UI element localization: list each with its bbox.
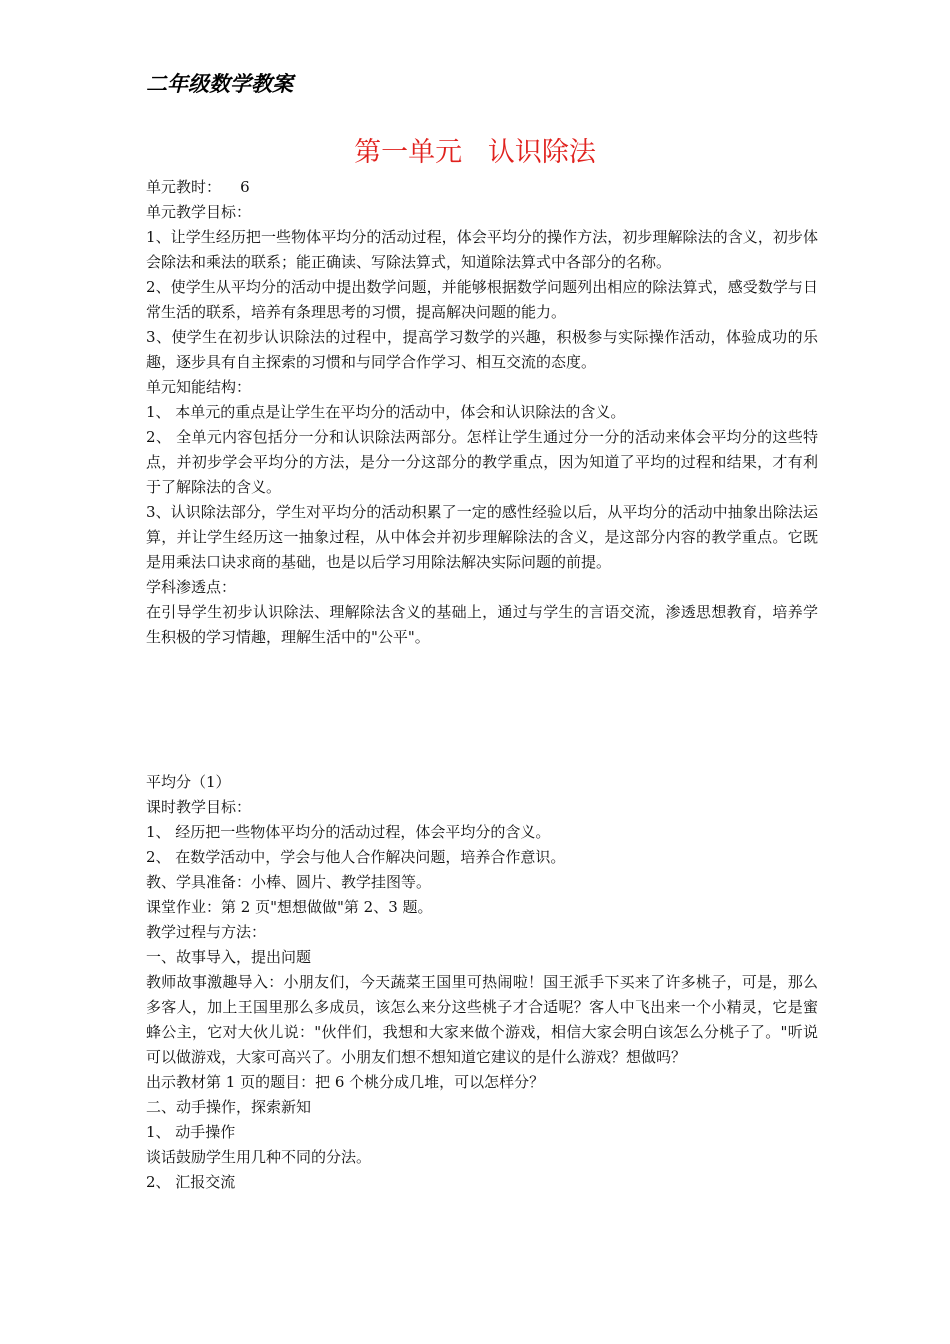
sub1-text: 谈话鼓励学生用几种不同的分法。 — [146, 1148, 372, 1166]
lesson-plan — [146, 770, 818, 1195]
lesson-materials: 教、学具准备：小棒、圆片、教学挂图等。 — [146, 873, 432, 891]
unit-objective-1: 1、让学生经历把一些物体平均分的活动过程，体会平均分的操作方法，初步理解除法的含义，初步体会除法和乘法的联系；能正确读、写除法算式，知道除法算式中各部分的名称。 — [146, 228, 818, 271]
document-header: 二年级数学教案 — [146, 72, 293, 96]
unit-objective-3: 3、使学生在初步认识除法的过程中，提高学习数学的兴趣，积极参与实际操作活动，体验成功的乐趣，逐步具有自主探索的习惯和与同学合作学习、相互交流的态度。 — [146, 328, 818, 371]
sub2-title: 2、 汇报交流 — [146, 1173, 236, 1191]
lesson-homework: 课堂作业：第 2 页"想想做做"第 2、3 题。 — [146, 898, 433, 916]
unit-overview — [146, 175, 818, 650]
step1-title: 一、故事导入，提出问题 — [146, 948, 312, 966]
lesson-objective-2: 2、 在数学活动中，学会与他人合作解决问题，培养合作意识。 — [146, 848, 566, 866]
penetration-text: 在引导学生初步认识除法、理解除法含义的基础上，通过与学生的言语交流，渗透思想教育，培养学生积极的学习情趣，理解生活中的"公平"。 — [146, 603, 818, 646]
unit-hours: 单元教时： 6 — [146, 178, 250, 196]
lesson-process-label: 教学过程与方法： — [146, 923, 267, 941]
lesson-objective-1: 1、 经历把一些物体平均分的活动过程，体会平均分的含义。 — [146, 823, 551, 841]
lesson-objectives-label: 课时教学目标： — [146, 798, 252, 816]
penetration-label: 学科渗透点： — [146, 578, 237, 596]
unit-structure-1: 1、 本单元的重点是让学生在平均分的活动中，体会和认识除法的含义。 — [146, 403, 626, 421]
unit-title: 第一单元 认识除法 — [354, 137, 596, 168]
story-text: 教师故事激趣导入：小朋友们，今天蔬菜王国里可热闹啦！国王派手下买来了许多桃子，可是，那么多客人，加上王国里那么多成员，该怎么来分这些桃子才合适呢？客人中飞出来一个小精灵，它是蜜蜂公主，它对大伙儿说："伙伴们，我想和大家来做个游戏，相信大家会明白该怎么分桃子了。"听说可以做游戏，大家可高兴了。小朋友们想不想知道它建议的是什么游戏？想做吗？ — [146, 973, 818, 1066]
unit-structure-2: 2、 全单元内容包括分一分和认识除法两部分。怎样让学生通过分一分的活动来体会平均分的这些特点，并初步学会平均分的方法，是分一分这部分的教学重点，因为知道了平均的过程和结果，才有利于了解除法的含义。 — [146, 428, 818, 496]
step2-title: 二、动手操作，探索新知 — [146, 1098, 312, 1116]
unit-structure-3: 3、认识除法部分，学生对平均分的活动积累了一定的感性经验以后，从平均分的活动中抽象出除法运算，并让学生经历这一抽象过程，从中体会并初步理解除法的含义，是这部分内容的教学重点。它既是用乘法口诀求商的基础，也是以后学习用除法解决实际问题的前提。 — [146, 503, 818, 571]
unit-objective-2: 2、使学生从平均分的活动中提出数学问题，并能够根据数学问题列出相应的除法算式，感受数学与日常生活的联系，培养有条理思考的习惯，提高解决问题的能力。 — [146, 278, 818, 321]
unit-structure-label: 单元知能结构： — [146, 378, 252, 396]
lesson-title: 平均分（1） — [146, 773, 231, 791]
sub1-title: 1、 动手操作 — [146, 1123, 236, 1141]
unit-objectives-label: 单元教学目标： — [146, 203, 252, 221]
question-text: 出示教材第 1 页的题目：把 6 个桃分成几堆，可以怎样分？ — [146, 1073, 545, 1091]
